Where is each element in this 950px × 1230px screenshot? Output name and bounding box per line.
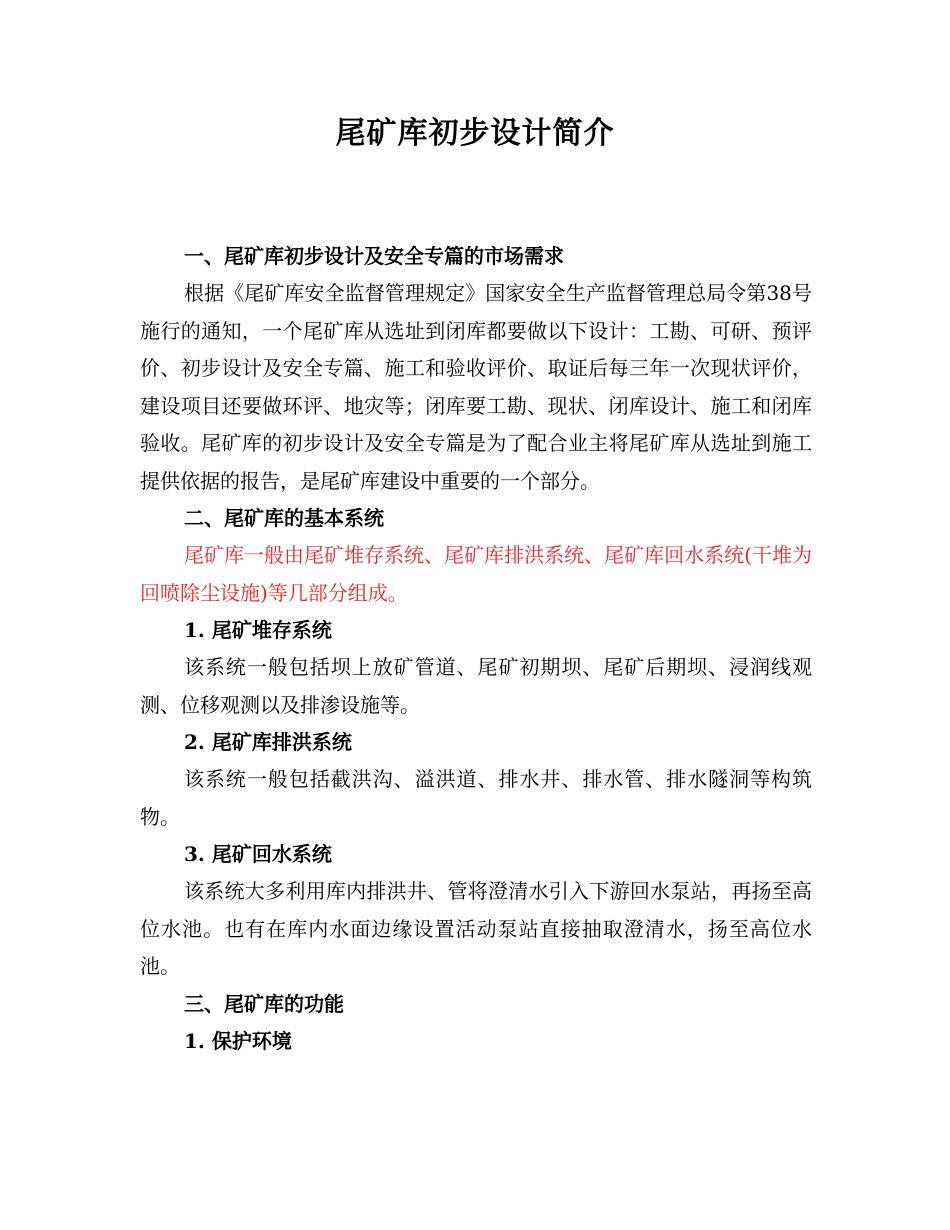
subsection-2-3-paragraph: 该系统大多利用库内排洪井、管将澄清水引入下游回水泵站，再扬至高位水池。也有在库内水面边缘设置活动泵站直接抽取澄清水，扬至高位水池。 bbox=[140, 879, 812, 978]
document-title: 尾矿库初步设计简介 bbox=[335, 116, 615, 151]
subsection-2-3-heading: 3. 尾矿回水系统 bbox=[184, 842, 332, 866]
subsection-2-2-paragraph: 该系统一般包括截洪沟、溢洪道、排水井、排水管、排水隧洞等构筑物。 bbox=[140, 767, 812, 829]
section-2-highlight-paragraph: 尾矿库一般由尾矿堆存系统、尾矿库排洪系统、尾矿库回水系统(干堆为回喷除尘设施)等几部分组成。 bbox=[140, 543, 812, 605]
subsection-3-1-heading: 1. 保护环境 bbox=[184, 1028, 292, 1053]
subsection-2-2-heading: 2. 尾矿库排洪系统 bbox=[184, 730, 352, 754]
document-body bbox=[140, 238, 812, 1060]
subsection-2-1-heading: 1. 尾矿堆存系统 bbox=[184, 618, 332, 642]
section-1-heading: 一、尾矿库初步设计及安全专篇的市场需求 bbox=[184, 244, 564, 268]
section-2-heading: 二、尾矿库的基本系统 bbox=[184, 506, 384, 530]
subsection-2-1-paragraph: 该系统一般包括坝上放矿管道、尾矿初期坝、尾矿后期坝、浸润线观测、位移观测以及排渗设施等。 bbox=[140, 655, 812, 717]
section-1-paragraph: 根据《尾矿库安全监督管理规定》国家安全生产监督管理总局令第38号施行的通知，一个尾矿库从选址到闭库都要做以下设计：工勘、可研、预评价、初步设计及安全专篇、施工和验收评价、取证后每三年一次现状评价，建设项目还要做环评、地灾等；闭库要工勘、现状、闭库设计、施工和闭库验收。尾矿库的初步设计及安全专篇是为了配合业主将尾矿库从选址到施工提供依据的报告，是尾矿库建设中重要的一个部分。 bbox=[140, 281, 812, 493]
section-3-heading: 三、尾矿库的功能 bbox=[184, 991, 344, 1016]
